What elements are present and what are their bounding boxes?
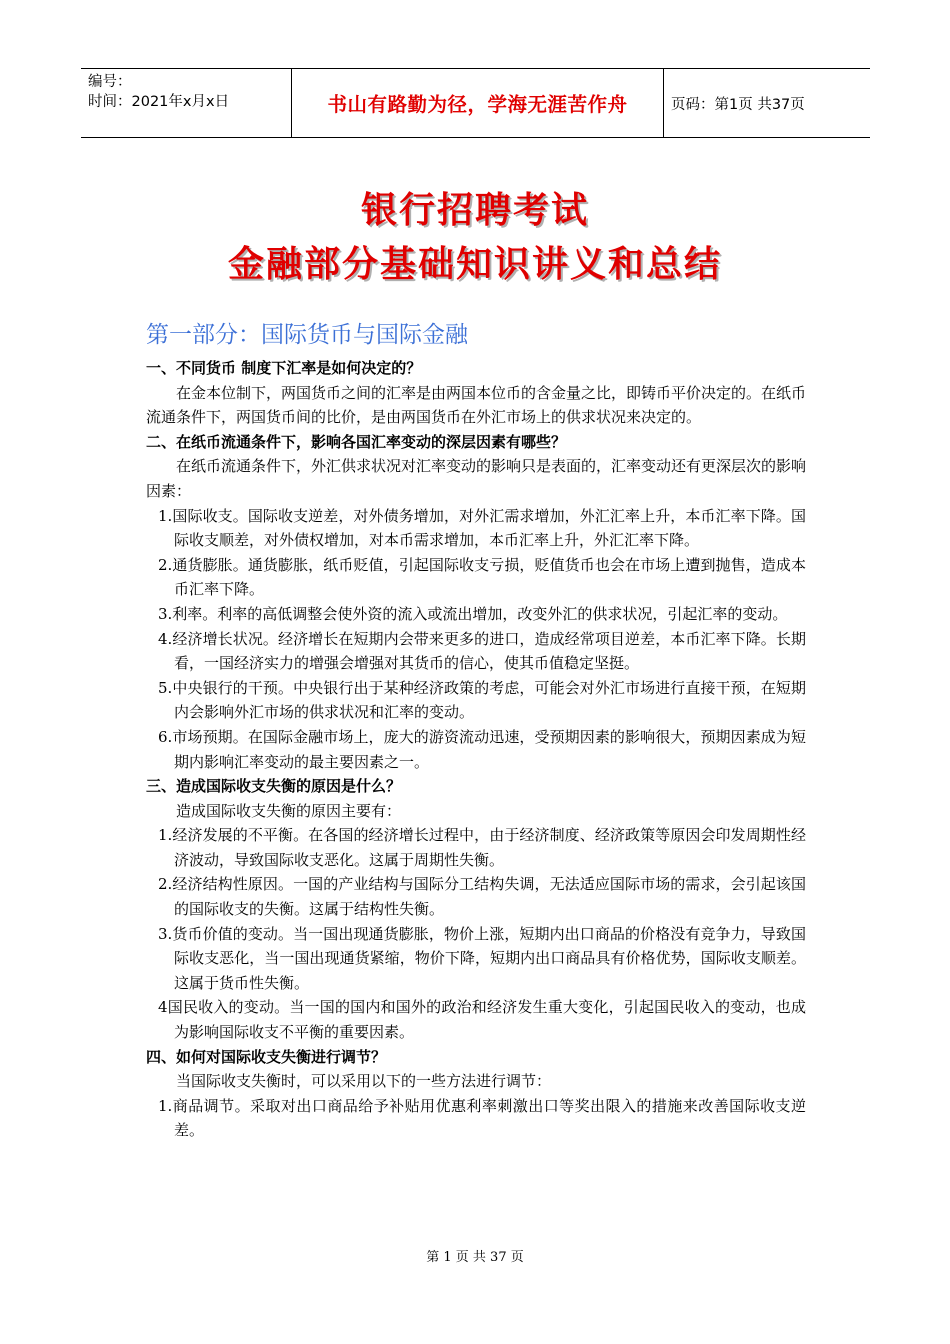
question-heading: 三、造成国际收支失衡的原因是什么？ xyxy=(146,777,402,796)
header-meta xyxy=(81,69,292,137)
list-item: 4国民收入的变动。当一国的国内和国外的政治和经济发生重大变化，引起国民收入的变动，也成为影响国际收支不平衡的重要因素。 xyxy=(158,998,806,1042)
header-table xyxy=(81,68,870,138)
list-item: 3.利率。利率的高低调整会使外资的流入或流出增加，改变外汇的供求状况，引起汇率的变动。 xyxy=(158,604,788,623)
list-item: 1.商品调节。采取对出口商品给予补贴用优惠利率刺激出口等奖出限入的措施来改善国际收支逆差。 xyxy=(158,1096,806,1140)
paragraph: 造成国际收支失衡的原因主要有： xyxy=(176,801,402,820)
number-label: 编号： xyxy=(88,74,132,90)
part-heading: 第一部分：国际货币与国际金融 xyxy=(146,322,468,348)
doc-title-line1: 银行招聘考试 xyxy=(360,189,589,231)
header-page-info: 页码：第1页 共37页 xyxy=(671,96,805,113)
question-heading: 二、在纸币流通条件下，影响各国汇率变动的深层因素有哪些？ xyxy=(146,432,567,451)
paragraph: 在纸币流通条件下，外汇供求状况对汇率变动的影响只是表面的，汇率变动还有更深层次的影响因素： xyxy=(146,457,807,500)
doc-title-line2: 金融部分基础知识讲义和总结 xyxy=(227,243,722,285)
list-item: 5.中央银行的干预。中央银行出于某种经济政策的考虑，可能会对外汇市场进行直接干预，在短期内会影响外汇市场的供求状况和汇率的变动。 xyxy=(158,678,806,722)
header-motto: 书山有路勤为径，学海无涯苦作舟 xyxy=(292,69,664,137)
list-item: 1.经济发展的不平衡。在各国的经济增长过程中，由于经济制度、经济政策等原因会印发周期性经济波动，导致国际收支恶化。这属于周期性失衡。 xyxy=(158,826,806,869)
list-item: 3.货币价值的变动。当一国出现通货膨胀，物价上涨，短期内出口商品的价格没有竞争力，导致国际收支恶化，当一国出现通货紧缩，物价下降，短期内出口商品具有价格优势，国际收支顺差。这属于货币性失衡。 xyxy=(158,924,806,992)
list-item: 6.市场预期。在国际金融市场上，庞大的游资流动迅速，受预期因素的影响很大，预期因素成为短期内影响汇率变动的最主要因素之一。 xyxy=(158,727,806,771)
list-item: 2.经济结构性原因。一国的产业结构与国际分工结构失调，无法适应国际市场的需求，会引起该国的国际收支的失衡。这属于结构性失衡。 xyxy=(158,875,806,919)
document-body xyxy=(146,356,806,1143)
list-item: 4.经济增长状况。经济增长在短期内会带来更多的进口，造成经常项目逆差，本币汇率下降。长期看，一国经济实力的增强会增强对其货币的信心，使其币值稳定坚挺。 xyxy=(158,629,806,673)
date-line: 时间：2021年x月x日 xyxy=(88,94,230,110)
question-heading: 一、不同货币 制度下汇率是如何决定的？ xyxy=(146,359,422,377)
list-item: 2.通货膨胀。通货膨胀，纸币贬值，引起国际收支亏损，贬值货币也会在市场上遭到抛售，造成本币汇率下降。 xyxy=(158,555,806,599)
list-item: 1.国际收支。国际收支逆差，对外债务增加，对外汇需求增加，外汇汇率上升，本币汇率下降。国际收支顺差，对外债权增加，对本币需求增加，本币汇率上升，外汇汇率下降。 xyxy=(158,506,806,550)
question-heading: 四、如何对国际收支失衡进行调节？ xyxy=(146,1047,387,1066)
page-footer: 第 1 页 共 37 页 xyxy=(426,1250,524,1265)
paragraph: 当国际收支失衡时，可以采用以下的一些方法进行调节： xyxy=(176,1072,552,1091)
paragraph: 在金本位制下，两国货币之间的汇率是由两国本位币的含金量之比，即铸币平价决定的。在纸币流通条件下，两国货币间的比价，是由两国货币在外汇市场上的供求状况来决定的。 xyxy=(146,383,807,427)
